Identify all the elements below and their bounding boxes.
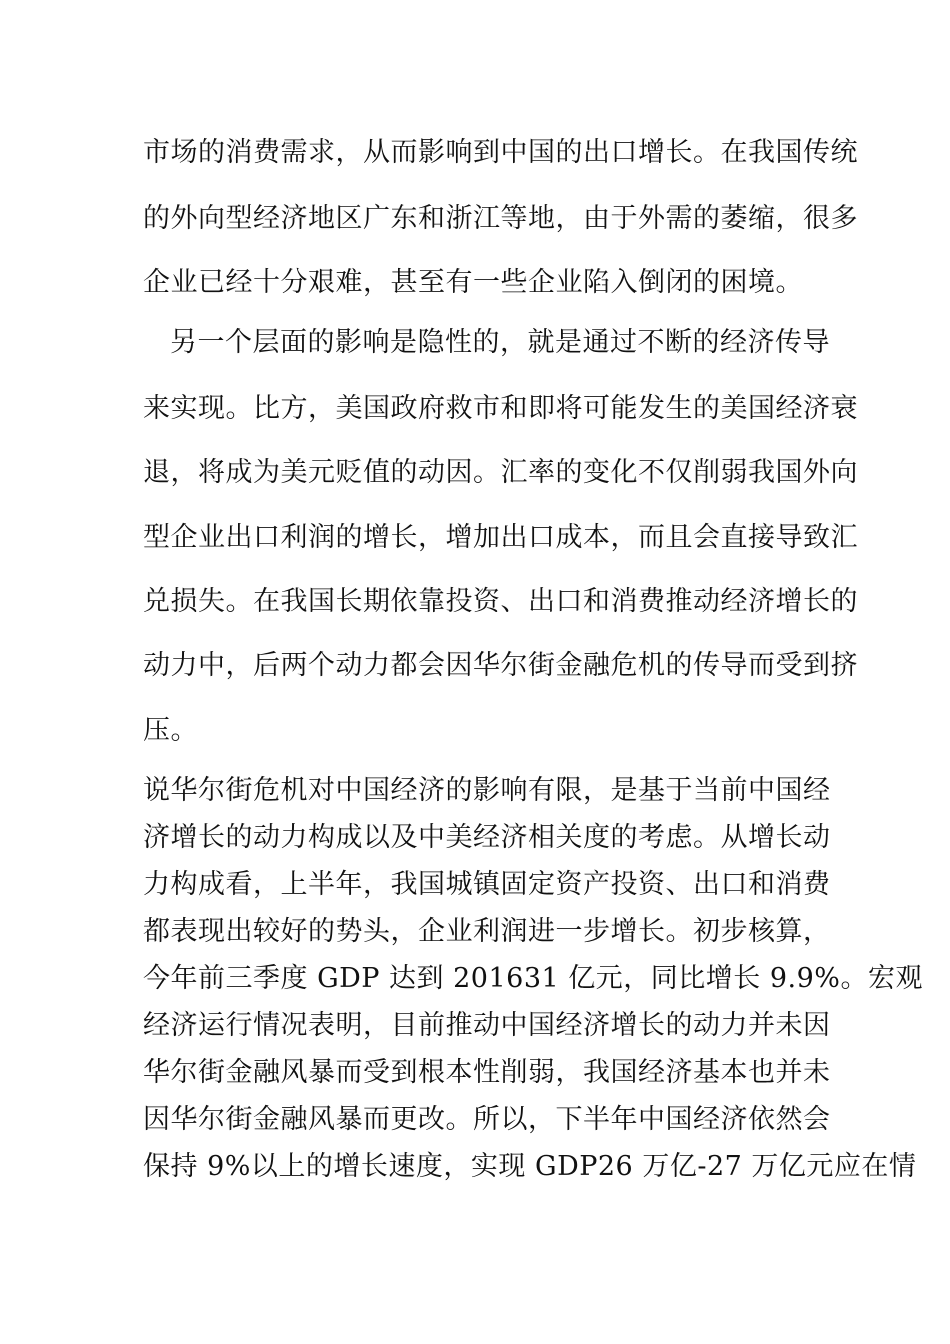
- text-line: 退，将成为美元贬值的动因。汇率的变化不仅削弱我国外向: [143, 457, 858, 488]
- text-line: 来实现。比方，美国政府救市和即将可能发生的美国经济衰: [143, 393, 858, 424]
- text-line: 因华尔街金融风暴而更改。所以，下半年中国经济依然会: [143, 1104, 831, 1135]
- text-line: 市场的消费需求，从而影响到中国的出口增长。在我国传统: [143, 137, 858, 168]
- text-line: 今年前三季度 GDP 达到 201631 亿元，同比增长 9.9%。宏观: [143, 963, 923, 994]
- text-line: 兑损失。在我国长期依靠投资、出口和消费推动经济增长的: [143, 586, 858, 617]
- text-line: 保持 9%以上的增长速度，实现 GDP26 万亿-27 万亿元应在情: [143, 1151, 917, 1182]
- text-line: 都表现出较好的势头，企业利润进一步增长。初步核算，: [143, 916, 831, 947]
- text-line: 企业已经十分艰难，甚至有一些企业陷入倒闭的困境。: [143, 267, 803, 298]
- text-line: 另一个层面的影响是隐性的，就是通过不断的经济传导: [170, 327, 830, 358]
- text-line: 力构成看，上半年，我国城镇固定资产投资、出口和消费: [143, 869, 831, 900]
- text-line: 压。: [143, 715, 198, 746]
- text-line: 华尔街金融风暴而受到根本性削弱，我国经济基本也并未: [143, 1057, 831, 1088]
- text-line: 济增长的动力构成以及中美经济相关度的考虑。从增长动: [143, 822, 831, 853]
- text-line: 型企业出口利润的增长，增加出口成本，而且会直接导致汇: [143, 522, 858, 553]
- text-line: 说华尔街危机对中国经济的影响有限，是基于当前中国经: [143, 775, 831, 806]
- text-line: 经济运行情况表明，目前推动中国经济增长的动力并未因: [143, 1010, 831, 1041]
- text-line: 的外向型经济地区广东和浙江等地，由于外需的萎缩，很多: [143, 203, 858, 234]
- text-line: 动力中，后两个动力都会因华尔街金融危机的传导而受到挤: [143, 650, 858, 681]
